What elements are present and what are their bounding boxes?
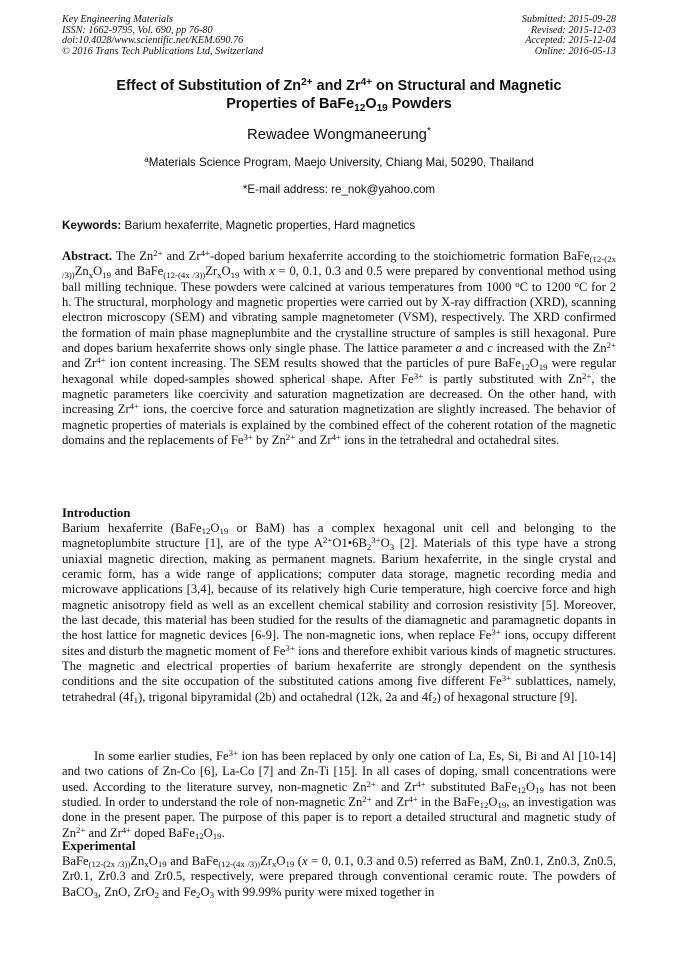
title-line-1: Effect of Substitution of $Zn^{2+}$ and $Zr^{4+}$ on Structural and Magnetic [116, 77, 562, 94]
date-accepted: Accepted: 2015-12-04 [525, 35, 616, 47]
abstract-paragraph [62, 249, 616, 448]
introduction-paragraph-2: In some earlier studies, $Fe^{3+}$ ion has been replaced by only one cation of La, Es, Si, Bi and Al [10-14] and two cations of Zn-Co [6], La-Co [7] and Zn-Ti [15]. In all cases of doping, small concentrations were used. According to the literature survey, non-magnetic $Zn^{2+}$ and $Zr^{4+}$ substituted $BaFe_{12}O_{19}$ has not been studied. In order to understand the role of non-magnetic $Zn^{2+}$ and $Zr^{4+}$ in the $BaFe_{12}O_{19}$, an investigation was done in the present paper. The purpose of this paper is to report a detailed structural and magnetic study of $Zn^{2+}$ and $Zr^{4+}$ doped $BaFe_{12}O_{19}$. [62, 748, 616, 841]
experimental-paragraph-1: $BaFe_{(12-(2x /3))}Zn_xO_{19}$ and $BaFe_{(12-(4x /3))}Zr_xO_{19}$ (x = 0, 0.1, 0.3 and 0.5) referred as BaM, Zn0.1, Zn0.3, Zn0.5, Zr0.1, Zr0.3 and Zr0.5, respectively, were prepared through conventional ceramic route. The powders of BaCO$_3$, ZnO, ZrO$_2$ and $Fe_2O_3$ with 99.99% purity were mixed together in [62, 854, 617, 900]
introduction-heading: Introduction [62, 506, 131, 520]
date-online: Online: 2016-05-13 [534, 45, 616, 57]
keywords-label: Keywords: [62, 219, 122, 232]
author-affiliation: $^a$Materials Science Program, Maejo University, Chiang Mai, 50290, Thailand [144, 155, 534, 169]
abstract-label: Abstract. [62, 249, 113, 263]
keywords [62, 219, 616, 233]
introduction-paragraph-1: Barium hexaferrite ($BaFe_{12}O_{19}$ or BaM) has a complex hexagonal unit cell and belonging to the magnetoplumbite structure [1], are of the type $A^{2+}O1•6B_2^{3+}O_3$ [2]. Materials of this type have a strong uniaxial magnetic direction, making as permanent magnets. Barium hexaferrite, in the single crystal and ceramic form, has a wide range of applications; computer data storage, magnetic recording media and microwave applications [3,4], because of its relatively high Curie temperature, high coercive force and high magnetic anisotropy field as well as an excellent chemical stability and corrosion resistivity [5]. Moreover, the last decade, this material has been studied for the results of the diamagnetic and paramagnetic dopants in the host lattice for magnetic devices [6-9]. The non-magnetic ions, when replace $Fe^{3+}$ ions, occupy different sites and disturb the magnetic moment of $Fe^{3+}$ ions and therefore exhibit various kinds of magnetic structures. The magnetic and electrical properties of barium hexaferrite are strongly dependent on the synthesis conditions and the site occupation of the substituted cations among five different $Fe^{3+}$ sublattices, namely, tetrahedral $(4f_1)$, trigonal bipyramidal (2b) and octahedral (12k, 2a and $4f_2$) of hexagonal structure [9]. [62, 521, 617, 705]
journal-doi: doi:10.4028/www.scientific.net/KEM.690.76 [62, 35, 244, 47]
paper-title [62, 77, 616, 113]
date-submitted: Submitted: 2015-09-28 [521, 14, 616, 25]
experimental-heading: Experimental [62, 839, 136, 853]
abstract-text: The $Zn^{2+}$ and $Zr^{4+}$-doped barium hexaferrite according to the stoichiometric formation $BaFe_{(12-(2x /3))}Zn_xO_{19}$ and $BaFe_{(12-(4x /3))}Zr_xO_{19}$ with x = 0, 0.1, 0.3 and 0.5 were prepared by conventional method using ball milling technique. These powders were calcined at various temperatures from 1000 $^o$C to 1200 $^o$C for 2 h. The structural, morphology and magnetic properties were carried out by X-ray diffraction (XRD), scanning electron microscopy (SEM) and vibrating sample magnetometer (VSM), respectively. The XRD confirmed the formation of main phase magneplumbite and the crystalline structure of samples is still hexagonal. Pure and dopes barium hexaferrite shows only single phase. The lattice parameter a and c increased with the $Zn^{2+}$ and $Zr^{4+}$ ion content increasing. The SEM results showed that the particles of pure $BaFe_{12}O_{19}$ were regular hexagonal while doped-samples showed spherical shape. After $Fe^{3+}$ is partly substituted with $Zn^{2+}$, the magnetic parameters like coercivity and saturation magnetization are decreased. On the other hand, with increasing $Zr^{4+}$ ions, the coercive force and saturation magnetization are slightly increased. The behavior of magnetic properties of materials is explained by the combined effect of the coherent rotation of the magnetic domains and the replacements of $Fe^{3+}$ by $Zn^{2+}$ and $Zr^{4+}$ ions in the tetrahedral and octahedral sites. [62, 248, 617, 448]
journal-header [62, 15, 263, 57]
journal-issn: ISSN: 1662-9795, Vol. 690, pp 76-80 [62, 24, 213, 36]
date-revised: Revised: 2015-12-03 [530, 24, 616, 36]
dates-header [522, 15, 616, 57]
journal-copyright: © 2016 Trans Tech Publications Ltd, Switzerland [62, 45, 264, 57]
author-name: Rewadee Wongmaneerung* [247, 126, 431, 143]
title-line-2: Properties of $BaFe_{12}O_{19}$ Powders [226, 96, 452, 114]
journal-name: Key Engineering Materials [62, 14, 173, 25]
author-email: *E-mail address: re_nok@yahoo.com [242, 183, 436, 196]
keywords-text: Barium hexaferrite, Magnetic properties, Hard magnetics [124, 219, 416, 232]
